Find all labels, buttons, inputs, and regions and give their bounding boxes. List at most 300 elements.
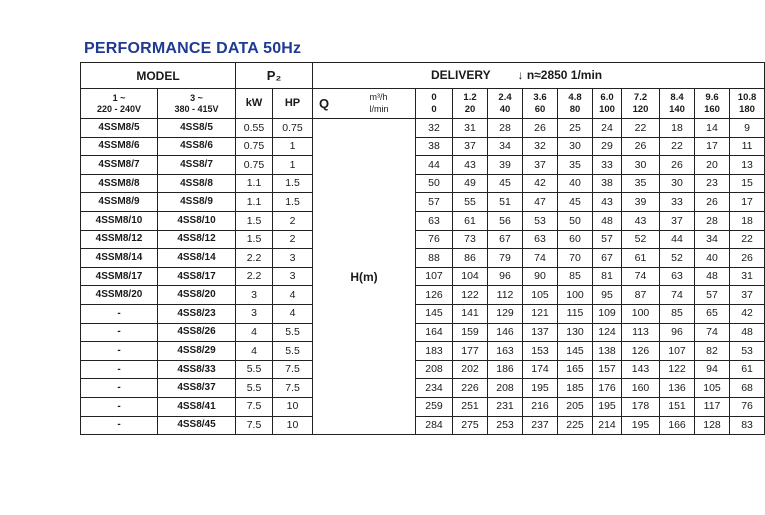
table-row xyxy=(81,304,765,323)
model-1ph-cell: 4SSM8/6 xyxy=(81,137,158,156)
head-value-cell: 22 xyxy=(660,137,695,156)
head-value-cell: 13 xyxy=(730,156,765,175)
flow-col-1 xyxy=(453,89,488,119)
head-value-cell: 153 xyxy=(523,342,558,361)
head-value-cell: 68 xyxy=(730,379,765,398)
head-value-cell: 61 xyxy=(453,211,488,230)
table-row xyxy=(81,230,765,249)
flow-m3h-value: 7.2 xyxy=(633,91,648,103)
head-value-cell: 74 xyxy=(660,286,695,305)
head-value-cell: 37 xyxy=(730,286,765,305)
head-value-cell: 53 xyxy=(730,342,765,361)
head-value-cell: 51 xyxy=(488,193,523,212)
flow-units-header xyxy=(368,89,416,119)
flow-lmin-value: 180 xyxy=(739,103,755,115)
head-value-cell: 275 xyxy=(453,416,488,435)
kw-cell: 3 xyxy=(236,286,273,305)
flow-lmin-value: 80 xyxy=(569,103,581,115)
head-value-cell: 124 xyxy=(593,323,622,342)
head-value-cell: 15 xyxy=(730,174,765,193)
head-value-cell: 61 xyxy=(622,249,660,268)
head-value-cell: 50 xyxy=(558,211,593,230)
head-value-cell: 39 xyxy=(488,156,523,175)
head-value-cell: 48 xyxy=(695,267,730,286)
model-1ph-cell: 4SSM8/14 xyxy=(81,249,158,268)
model-3ph-cell: 4SS8/14 xyxy=(158,249,236,268)
table-row xyxy=(81,360,765,379)
head-value-cell: 30 xyxy=(660,174,695,193)
head-value-cell: 35 xyxy=(558,156,593,175)
q-label: Q xyxy=(319,96,330,111)
flow-col-7 xyxy=(660,89,695,119)
flow-lmin-value: 60 xyxy=(534,103,546,115)
head-value-cell: 30 xyxy=(558,137,593,156)
model-3ph-cell: 4SS8/5 xyxy=(158,119,236,138)
table-row xyxy=(81,119,765,138)
head-value-cell: 22 xyxy=(730,230,765,249)
hp-cell: 3 xyxy=(273,249,313,268)
head-value-cell: 122 xyxy=(453,286,488,305)
delivery-label: DELIVERY xyxy=(431,68,491,83)
hp-cell: 10 xyxy=(273,416,313,435)
head-value-cell: 74 xyxy=(622,267,660,286)
head-value-cell: 126 xyxy=(416,286,453,305)
flow-unit-m3h: m³/h xyxy=(369,92,388,103)
q-header xyxy=(313,89,368,119)
head-value-cell: 29 xyxy=(593,137,622,156)
head-value-cell: 166 xyxy=(660,416,695,435)
head-value-cell: 37 xyxy=(453,137,488,156)
head-value-cell: 37 xyxy=(523,156,558,175)
head-value-cell: 17 xyxy=(730,193,765,212)
head-value-cell: 81 xyxy=(593,267,622,286)
model-3ph-cell: 4SS8/10 xyxy=(158,211,236,230)
head-value-cell: 186 xyxy=(488,360,523,379)
head-value-cell: 225 xyxy=(558,416,593,435)
delivery-header xyxy=(313,63,765,89)
head-value-cell: 40 xyxy=(695,249,730,268)
head-value-cell: 126 xyxy=(622,342,660,361)
model-3ph-cell: 4SS8/6 xyxy=(158,137,236,156)
head-value-cell: 259 xyxy=(416,397,453,416)
flow-lmin-value: 100 xyxy=(599,103,615,115)
model-1ph-cell: - xyxy=(81,379,158,398)
head-value-cell: 30 xyxy=(622,156,660,175)
hp-cell: 1.5 xyxy=(273,174,313,193)
head-axis-label: H(m) xyxy=(313,119,416,435)
head-value-cell: 31 xyxy=(453,119,488,138)
head-value-cell: 18 xyxy=(730,211,765,230)
table-row xyxy=(81,342,765,361)
model-3ph-cell: 4SS8/12 xyxy=(158,230,236,249)
head-value-cell: 129 xyxy=(488,304,523,323)
head-value-cell: 165 xyxy=(558,360,593,379)
head-value-cell: 43 xyxy=(453,156,488,175)
head-value-cell: 43 xyxy=(622,211,660,230)
flow-m3h-value: 6.0 xyxy=(600,91,614,103)
kw-cell: 5.5 xyxy=(236,360,273,379)
head-value-cell: 183 xyxy=(416,342,453,361)
model-3ph-cell: 4SS8/20 xyxy=(158,286,236,305)
head-value-cell: 253 xyxy=(488,416,523,435)
head-value-cell: 43 xyxy=(593,193,622,212)
table-row xyxy=(81,156,765,175)
head-value-cell: 83 xyxy=(730,416,765,435)
head-value-cell: 100 xyxy=(558,286,593,305)
head-value-cell: 79 xyxy=(488,249,523,268)
model-1ph-cell: 4SSM8/8 xyxy=(81,174,158,193)
voltage-3ph-header: 3 ~ 380 - 415V xyxy=(158,89,236,119)
flow-lmin-value: 20 xyxy=(464,103,476,115)
hp-cell: 4 xyxy=(273,304,313,323)
flow-m3h-value: 10.8 xyxy=(737,91,757,103)
head-value-cell: 57 xyxy=(695,286,730,305)
hp-cell: 7.5 xyxy=(273,360,313,379)
kw-cell: 0.75 xyxy=(236,156,273,175)
model-1ph-cell: - xyxy=(81,416,158,435)
model-1ph-cell: 4SSM8/12 xyxy=(81,230,158,249)
head-value-cell: 95 xyxy=(593,286,622,305)
hp-cell: 2 xyxy=(273,230,313,249)
kw-cell: 7.5 xyxy=(236,397,273,416)
hp-header: HP xyxy=(273,89,313,119)
table-row xyxy=(81,193,765,212)
head-value-cell: 63 xyxy=(523,230,558,249)
flow-col-6 xyxy=(622,89,660,119)
head-value-cell: 32 xyxy=(416,119,453,138)
kw-cell: 5.5 xyxy=(236,379,273,398)
head-value-cell: 104 xyxy=(453,267,488,286)
p2-header: P₂ xyxy=(236,63,313,89)
model-1ph-cell: - xyxy=(81,323,158,342)
model-1ph-cell: 4SSM8/5 xyxy=(81,119,158,138)
flow-m3h-value: 2.4 xyxy=(498,91,512,103)
head-value-cell: 28 xyxy=(488,119,523,138)
kw-cell: 2.2 xyxy=(236,249,273,268)
head-value-cell: 74 xyxy=(523,249,558,268)
head-value-cell: 88 xyxy=(416,249,453,268)
head-value-cell: 32 xyxy=(523,137,558,156)
head-value-cell: 11 xyxy=(730,137,765,156)
kw-cell: 3 xyxy=(236,304,273,323)
head-value-cell: 22 xyxy=(622,119,660,138)
head-value-cell: 52 xyxy=(622,230,660,249)
head-value-cell: 85 xyxy=(660,304,695,323)
kw-cell: 4 xyxy=(236,323,273,342)
head-value-cell: 251 xyxy=(453,397,488,416)
flow-unit-lmin: l/min xyxy=(369,103,389,114)
head-value-cell: 50 xyxy=(416,174,453,193)
head-value-cell: 195 xyxy=(622,416,660,435)
head-value-cell: 146 xyxy=(488,323,523,342)
head-value-cell: 63 xyxy=(660,267,695,286)
head-value-cell: 176 xyxy=(593,379,622,398)
head-value-cell: 85 xyxy=(558,267,593,286)
hp-cell: 4 xyxy=(273,286,313,305)
table-row xyxy=(81,286,765,305)
flow-m3h-value: 1.2 xyxy=(463,91,477,103)
head-value-cell: 208 xyxy=(416,360,453,379)
head-value-cell: 122 xyxy=(660,360,695,379)
head-value-cell: 105 xyxy=(523,286,558,305)
hp-cell: 5.5 xyxy=(273,323,313,342)
kw-cell: 1.1 xyxy=(236,193,273,212)
head-value-cell: 107 xyxy=(660,342,695,361)
head-value-cell: 39 xyxy=(622,193,660,212)
head-value-cell: 33 xyxy=(660,193,695,212)
head-value-cell: 214 xyxy=(593,416,622,435)
page-title: PERFORMANCE DATA 50Hz xyxy=(84,40,302,57)
head-value-cell: 76 xyxy=(730,397,765,416)
hp-cell: 1 xyxy=(273,137,313,156)
head-value-cell: 23 xyxy=(695,174,730,193)
flow-m3h-value: 9.6 xyxy=(705,91,719,103)
model-header: MODEL xyxy=(81,63,236,89)
head-value-cell: 87 xyxy=(622,286,660,305)
head-value-cell: 17 xyxy=(695,137,730,156)
head-value-cell: 130 xyxy=(558,323,593,342)
header-row-1 xyxy=(81,63,765,89)
head-value-cell: 25 xyxy=(558,119,593,138)
head-value-cell: 137 xyxy=(523,323,558,342)
head-value-cell: 216 xyxy=(523,397,558,416)
head-value-cell: 40 xyxy=(558,174,593,193)
head-value-cell: 9 xyxy=(730,119,765,138)
flow-col-4 xyxy=(558,89,593,119)
head-value-cell: 195 xyxy=(523,379,558,398)
head-value-cell: 117 xyxy=(695,397,730,416)
kw-cell: 0.55 xyxy=(236,119,273,138)
table-row xyxy=(81,249,765,268)
head-value-cell: 86 xyxy=(453,249,488,268)
head-value-cell: 45 xyxy=(558,193,593,212)
head-value-cell: 163 xyxy=(488,342,523,361)
head-value-cell: 55 xyxy=(453,193,488,212)
model-3ph-cell: 4SS8/45 xyxy=(158,416,236,435)
head-value-cell: 143 xyxy=(622,360,660,379)
model-3ph-cell: 4SS8/29 xyxy=(158,342,236,361)
head-value-cell: 14 xyxy=(695,119,730,138)
head-value-cell: 38 xyxy=(593,174,622,193)
head-value-cell: 164 xyxy=(416,323,453,342)
model-1ph-cell: 4SSM8/10 xyxy=(81,211,158,230)
flow-m3h-value: 3.6 xyxy=(533,91,547,103)
head-value-cell: 34 xyxy=(695,230,730,249)
table-row xyxy=(81,323,765,342)
table-row xyxy=(81,174,765,193)
flow-lmin-value: 140 xyxy=(669,103,685,115)
head-value-cell: 45 xyxy=(488,174,523,193)
model-1ph-cell: 4SSM8/7 xyxy=(81,156,158,175)
head-value-cell: 195 xyxy=(593,397,622,416)
head-value-cell: 35 xyxy=(622,174,660,193)
table-row xyxy=(81,211,765,230)
head-value-cell: 121 xyxy=(523,304,558,323)
model-3ph-cell: 4SS8/8 xyxy=(158,174,236,193)
head-value-cell: 18 xyxy=(660,119,695,138)
head-value-cell: 67 xyxy=(488,230,523,249)
head-value-cell: 42 xyxy=(523,174,558,193)
head-value-cell: 61 xyxy=(730,360,765,379)
head-value-cell: 74 xyxy=(695,323,730,342)
head-value-cell: 67 xyxy=(593,249,622,268)
flow-col-2 xyxy=(488,89,523,119)
head-value-cell: 208 xyxy=(488,379,523,398)
head-value-cell: 205 xyxy=(558,397,593,416)
head-value-cell: 82 xyxy=(695,342,730,361)
head-value-cell: 26 xyxy=(622,137,660,156)
head-value-cell: 112 xyxy=(488,286,523,305)
kw-cell: 1.5 xyxy=(236,230,273,249)
flow-lmin-value: 120 xyxy=(632,103,649,115)
head-value-cell: 57 xyxy=(593,230,622,249)
voltage-1ph-header: 1 ~ 220 - 240V xyxy=(81,89,158,119)
head-value-cell: 44 xyxy=(416,156,453,175)
head-value-cell: 47 xyxy=(523,193,558,212)
head-value-cell: 100 xyxy=(622,304,660,323)
model-1ph-cell: - xyxy=(81,342,158,361)
flow-lmin-value: 40 xyxy=(499,103,511,115)
head-value-cell: 26 xyxy=(730,249,765,268)
hp-cell: 0.75 xyxy=(273,119,313,138)
head-value-cell: 57 xyxy=(416,193,453,212)
flow-col-5 xyxy=(593,89,622,119)
head-value-cell: 24 xyxy=(593,119,622,138)
table-row xyxy=(81,267,765,286)
head-value-cell: 34 xyxy=(488,137,523,156)
head-value-cell: 31 xyxy=(730,267,765,286)
performance-table xyxy=(80,62,765,435)
kw-cell: 2.2 xyxy=(236,267,273,286)
head-value-cell: 231 xyxy=(488,397,523,416)
head-value-cell: 28 xyxy=(695,211,730,230)
head-value-cell: 96 xyxy=(488,267,523,286)
head-value-cell: 141 xyxy=(453,304,488,323)
head-value-cell: 48 xyxy=(730,323,765,342)
head-value-cell: 151 xyxy=(660,397,695,416)
head-value-cell: 90 xyxy=(523,267,558,286)
head-value-cell: 202 xyxy=(453,360,488,379)
model-1ph-cell: 4SSM8/9 xyxy=(81,193,158,212)
flow-m3h-value: 4.8 xyxy=(568,91,582,103)
hp-cell: 2 xyxy=(273,211,313,230)
head-value-cell: 56 xyxy=(488,211,523,230)
flow-col-8 xyxy=(695,89,730,119)
head-value-cell: 226 xyxy=(453,379,488,398)
flow-m3h-value: 8.4 xyxy=(670,91,684,103)
head-value-cell: 20 xyxy=(695,156,730,175)
model-3ph-cell: 4SS8/33 xyxy=(158,360,236,379)
head-value-cell: 26 xyxy=(695,193,730,212)
head-value-cell: 26 xyxy=(523,119,558,138)
speed-label: ↓ n≈2850 1/min xyxy=(517,68,603,83)
head-value-cell: 94 xyxy=(695,360,730,379)
table-row xyxy=(81,379,765,398)
head-value-cell: 178 xyxy=(622,397,660,416)
head-value-cell: 48 xyxy=(593,211,622,230)
table-row xyxy=(81,397,765,416)
head-value-cell: 65 xyxy=(695,304,730,323)
head-value-cell: 26 xyxy=(660,156,695,175)
head-value-cell: 145 xyxy=(416,304,453,323)
model-3ph-cell: 4SS8/26 xyxy=(158,323,236,342)
hp-cell: 3 xyxy=(273,267,313,286)
head-value-cell: 38 xyxy=(416,137,453,156)
head-value-cell: 76 xyxy=(416,230,453,249)
flow-col-3 xyxy=(523,89,558,119)
model-1ph-cell: 4SSM8/17 xyxy=(81,267,158,286)
head-value-cell: 33 xyxy=(593,156,622,175)
head-value-cell: 37 xyxy=(660,211,695,230)
model-1ph-cell: - xyxy=(81,304,158,323)
head-value-cell: 52 xyxy=(660,249,695,268)
head-value-cell: 60 xyxy=(558,230,593,249)
table-row xyxy=(81,416,765,435)
header-row-2 xyxy=(81,89,765,119)
head-value-cell: 185 xyxy=(558,379,593,398)
head-value-cell: 136 xyxy=(660,379,695,398)
model-3ph-cell: 4SS8/9 xyxy=(158,193,236,212)
head-value-cell: 109 xyxy=(593,304,622,323)
head-value-cell: 44 xyxy=(660,230,695,249)
head-value-cell: 159 xyxy=(453,323,488,342)
model-3ph-cell: 4SS8/41 xyxy=(158,397,236,416)
head-value-cell: 160 xyxy=(622,379,660,398)
model-3ph-cell: 4SS8/37 xyxy=(158,379,236,398)
flow-m3h-value: 0 xyxy=(431,91,437,103)
table-body xyxy=(81,63,765,435)
kw-cell: 4 xyxy=(236,342,273,361)
head-value-cell: 157 xyxy=(593,360,622,379)
model-1ph-cell: - xyxy=(81,360,158,379)
head-value-cell: 138 xyxy=(593,342,622,361)
kw-cell: 7.5 xyxy=(236,416,273,435)
head-value-cell: 174 xyxy=(523,360,558,379)
head-value-cell: 177 xyxy=(453,342,488,361)
head-value-cell: 42 xyxy=(730,304,765,323)
flow-col-0 xyxy=(416,89,453,119)
head-value-cell: 234 xyxy=(416,379,453,398)
head-value-cell: 105 xyxy=(695,379,730,398)
head-value-cell: 128 xyxy=(695,416,730,435)
kw-cell: 1.5 xyxy=(236,211,273,230)
head-value-cell: 113 xyxy=(622,323,660,342)
flow-col-9 xyxy=(730,89,765,119)
table-row xyxy=(81,137,765,156)
model-3ph-cell: 4SS8/23 xyxy=(158,304,236,323)
head-value-cell: 284 xyxy=(416,416,453,435)
head-value-cell: 49 xyxy=(453,174,488,193)
flow-lmin-value: 160 xyxy=(704,103,720,115)
kw-header: kW xyxy=(236,89,273,119)
hp-cell: 1.5 xyxy=(273,193,313,212)
head-value-cell: 145 xyxy=(558,342,593,361)
flow-lmin-value: 0 xyxy=(431,103,437,115)
head-value-cell: 53 xyxy=(523,211,558,230)
head-value-cell: 63 xyxy=(416,211,453,230)
hp-cell: 7.5 xyxy=(273,379,313,398)
kw-cell: 0.75 xyxy=(236,137,273,156)
model-1ph-cell: 4SSM8/20 xyxy=(81,286,158,305)
head-value-cell: 96 xyxy=(660,323,695,342)
kw-cell: 1.1 xyxy=(236,174,273,193)
model-1ph-cell: - xyxy=(81,397,158,416)
model-3ph-cell: 4SS8/7 xyxy=(158,156,236,175)
head-value-cell: 237 xyxy=(523,416,558,435)
head-value-cell: 73 xyxy=(453,230,488,249)
model-3ph-cell: 4SS8/17 xyxy=(158,267,236,286)
head-value-cell: 115 xyxy=(558,304,593,323)
